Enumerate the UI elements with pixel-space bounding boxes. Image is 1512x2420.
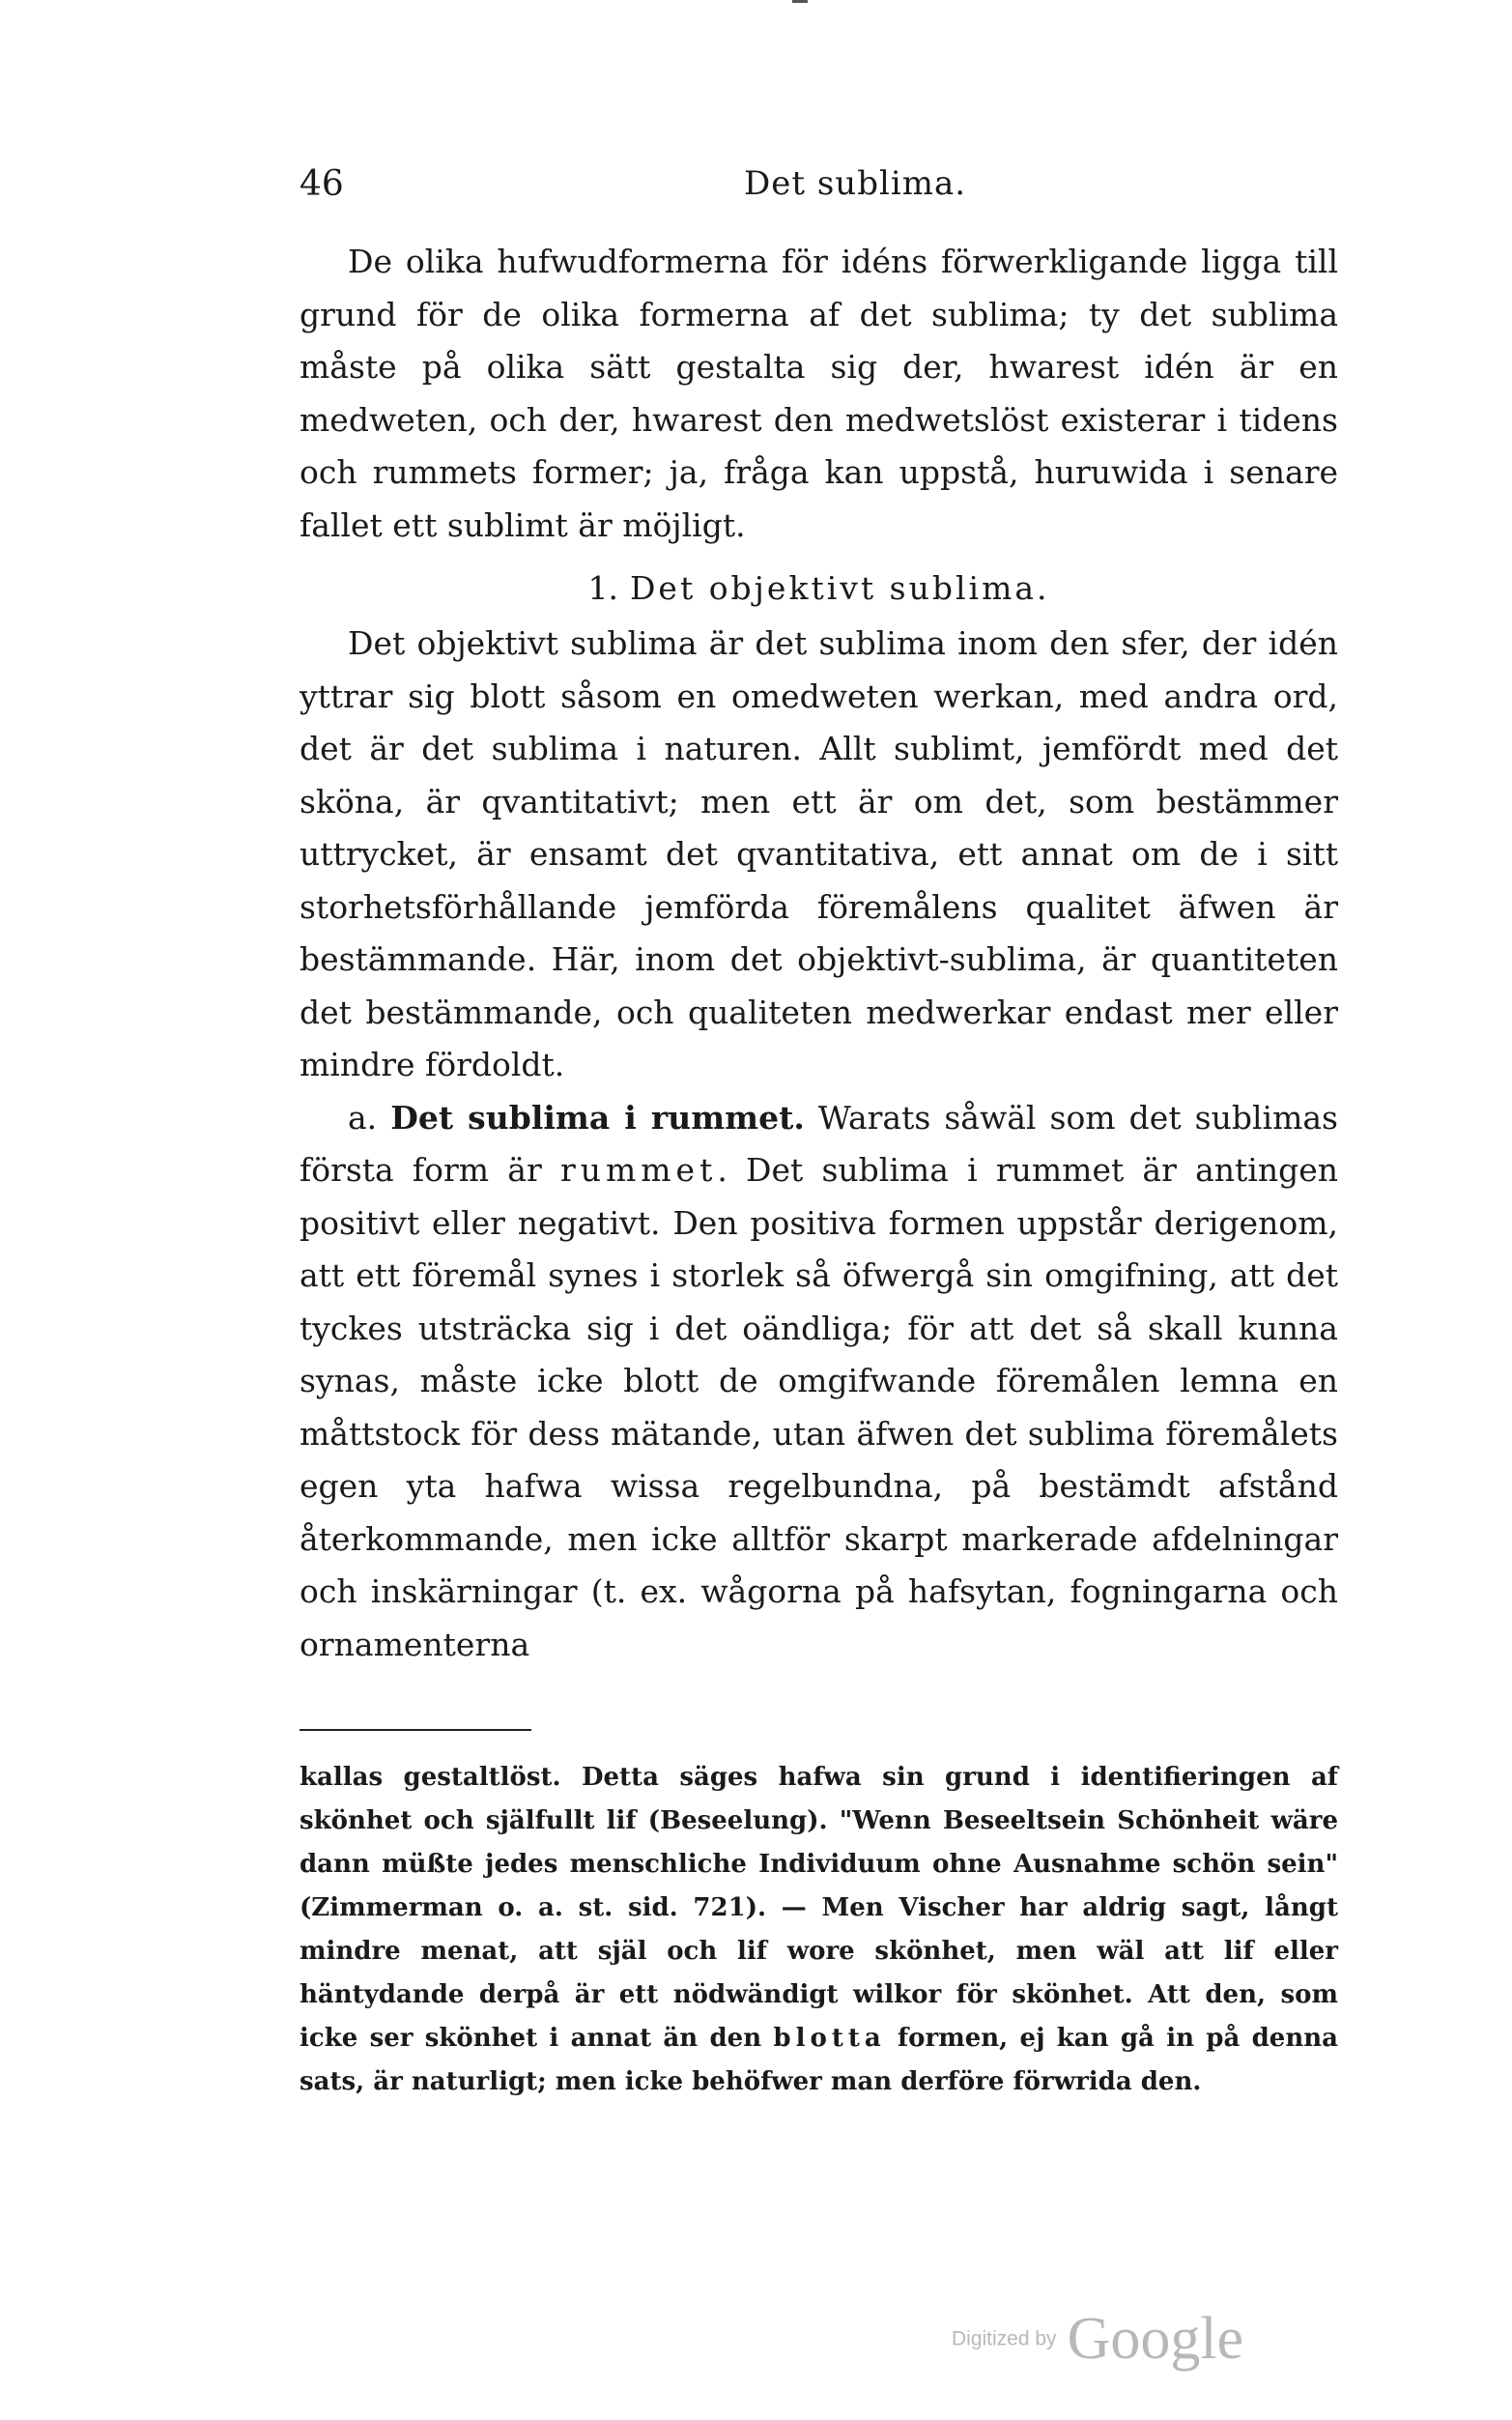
emphasized-word: rummet	[559, 1151, 718, 1189]
footnote-text-a: kallas gestaltlöst. Detta säges hafwa sin grund i identifieringen af skönhet och själfullt lif (Beseelung). "Wenn Beseeltsein Schönheit wäre dann müßte jedes menschliche Individuum ohne Ausnahme schön sein" (Zimmerman o. a. st. sid. 721). — Men Vischer har aldrig sagt, långt mindre menat, att själ och lif wore skönhet, men wäl att lif eller häntydande derpå är ett nödwändigt wilkor för skönhet. Att den, som icke ser skönhet i annat än den	[300, 1763, 1338, 2053]
digitized-watermark	[952, 2305, 1243, 2374]
paragraph-intro: De olika hufwudformerna för idéns förwerkligande ligga till grund för de olika formerna af det sublima; ty det sublima måste på olika sätt gestalta sig der, hwarest idén är en medweten, och der, hwarest den medwetslöst existerar i tidens och rummets former; ja, fråga kan uppstå, huruwida i senare fallet ett sublimt är möjligt.	[300, 243, 1338, 544]
subsection-label: a.	[348, 1098, 378, 1137]
body-text	[300, 236, 1338, 1671]
footnote-emphasized-word: blotta	[773, 2024, 886, 2053]
subsection-heading: Det sublima i rummet.	[390, 1098, 805, 1137]
paragraph-text-b: . Det sublima i rummet är antingen positivt eller negativt. Den positiva formen uppstår derigenom, att ett föremål synes i storlek så öfwergå sin omgifning, att det tyckes utsträcka sig i det oändliga; för att det så skall kunna synas, måste icke blott de omgifwande föremålen lemna en måttstock för dess mätande, utan äfwen det sublima föremålets egen yta hafwa wissa regelbundna, på bestämdt afstånd återkommande, men icke alltför skarpt markerade afdelningar och inskärningar (t. ex. wågorna på hafsytan, fogningarna och ornamenterna	[300, 1151, 1338, 1663]
paragraph-sublime-in-space	[300, 1092, 1338, 1672]
section-heading	[300, 560, 1338, 618]
page-number: 46	[300, 164, 344, 204]
paragraph-text-a: Warats såwäl som det sublimas första form är	[300, 1098, 1338, 1189]
top-edge-mark	[792, 0, 808, 3]
footnote-text-b: formen, ej kan gå in på denna sats, är naturligt; men icke behöfwer man derföre förwrida den.	[300, 2024, 1338, 2096]
running-title: Det sublima.	[744, 164, 967, 203]
footnote-text	[300, 1756, 1338, 2104]
paragraph-objective-sublime: Det objektivt sublima är det sublima inom den sfer, der idén yttrar sig blott såsom en omedweten werkan, med andra ord, det är det sublima i naturen. Allt sublimt, jemfördt med det sköna, är qvantitativt; men ett är om det, som bestämmer uttrycket, är ensamt det qvantitativa, ett annat om de i sitt storhetsförhållande jemförda föremålens qualitet äfwen är bestämmande. Här, inom det objektivt-sublima, är quantiteten det bestämmande, och qualiteten medwerkar endast mer eller mindre fördoldt.	[300, 624, 1338, 1083]
book-page	[300, 164, 1338, 2104]
footnote-rule	[300, 1729, 531, 1731]
section-number: 1.	[587, 569, 618, 607]
running-head	[300, 164, 1338, 222]
google-logo: Google	[1067, 2306, 1244, 2372]
footnote	[300, 1756, 1338, 2104]
section-title: Det objektivt sublima.	[629, 569, 1050, 607]
watermark-prefix: Digitized by	[952, 2327, 1057, 2350]
